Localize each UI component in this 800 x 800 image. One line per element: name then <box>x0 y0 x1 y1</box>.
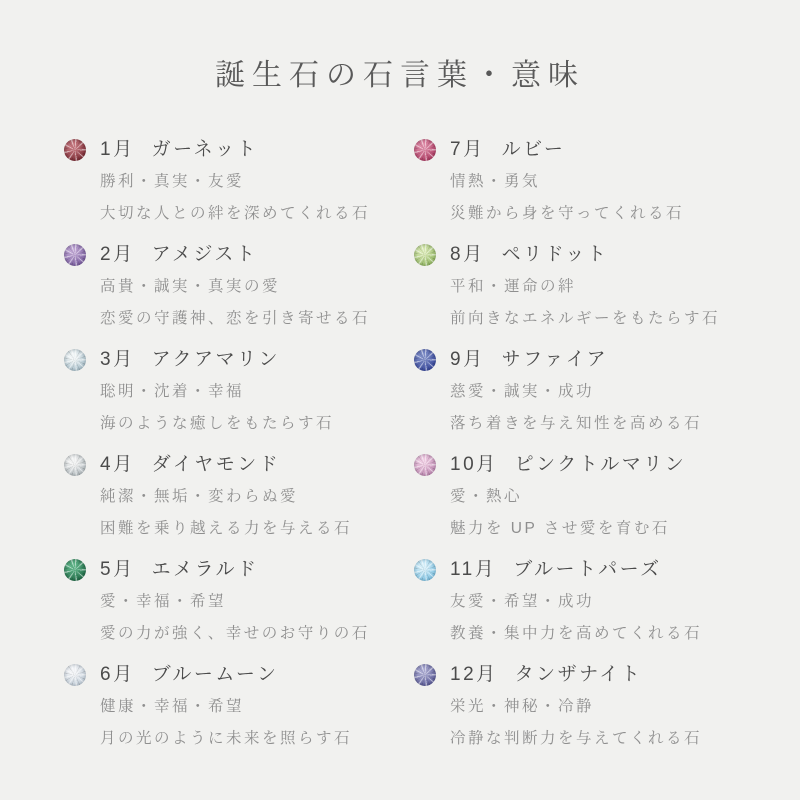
stone-name: ブルームーン <box>151 664 279 685</box>
entry-heading <box>450 243 720 267</box>
stone-name: ピンクトルマリン <box>514 454 687 475</box>
month-entry-january <box>64 138 414 243</box>
month-entry-march <box>64 348 414 453</box>
month-entry-august <box>414 243 764 348</box>
stone-meaning: 勝利・真実・友愛 <box>100 173 245 190</box>
month-label: 11月 <box>450 559 497 580</box>
entry-text <box>100 453 352 545</box>
stone-description: 困難を乗り越える力を与える石 <box>100 520 353 537</box>
stone-description: 災難から身を守ってくれる石 <box>450 205 685 222</box>
blue-moonstone-gem-icon <box>64 664 86 686</box>
columns <box>0 138 800 768</box>
entry-text <box>450 663 702 755</box>
stone-meaning: 愛・幸福・希望 <box>100 593 227 610</box>
entry-heading <box>100 243 370 267</box>
month-entry-june <box>64 663 414 768</box>
page-title: 誕生石の石言葉・意味 <box>215 59 585 92</box>
month-entry-may <box>64 558 414 663</box>
month-label: 7月 <box>450 139 485 160</box>
stone-meaning: 聡明・沈着・幸福 <box>100 383 245 400</box>
right-column <box>414 138 764 768</box>
stone-description: 大切な人との絆を深めてくれる石 <box>100 205 371 222</box>
month-label: 10月 <box>450 454 498 475</box>
stone-description: 愛の力が強く、幸せのお守りの石 <box>100 625 370 642</box>
entry-heading <box>450 453 686 477</box>
entry-text <box>450 138 684 230</box>
entry-heading <box>100 663 352 687</box>
emerald-gem-icon <box>64 559 86 581</box>
month-label: 5月 <box>100 559 135 580</box>
stone-name: アクアマリン <box>151 349 281 370</box>
stone-meaning: 友愛・希望・成功 <box>450 593 595 610</box>
stone-description: 教養・集中力を高めてくれる石 <box>450 625 703 642</box>
aquamarine-gem-icon <box>64 349 86 371</box>
month-label: 9月 <box>450 349 485 370</box>
entry-text <box>450 348 702 440</box>
entry-text <box>450 558 702 650</box>
stone-name: ブルートパーズ <box>513 559 662 580</box>
month-label: 6月 <box>100 664 135 685</box>
stone-name: エメラルド <box>151 559 259 580</box>
tanzanite-gem-icon <box>414 664 436 686</box>
month-entry-december <box>414 663 764 768</box>
month-entry-november <box>414 558 764 663</box>
entry-text <box>100 138 370 230</box>
entry-heading <box>100 348 334 372</box>
entry-text <box>100 558 370 650</box>
stone-name: ダイヤモンド <box>151 454 281 475</box>
stone-description: 冷静な判断力を与えてくれる石 <box>450 730 703 747</box>
entry-heading <box>450 138 684 162</box>
entry-heading <box>100 138 370 162</box>
stone-description: 前向きなエネルギーをもたらす石 <box>450 310 721 327</box>
stone-name: サファイア <box>501 349 609 370</box>
stone-meaning: 高貴・誠実・真実の愛 <box>100 278 281 295</box>
entry-heading <box>450 348 702 372</box>
entry-heading <box>450 663 702 687</box>
left-column <box>64 138 414 768</box>
entry-heading <box>100 558 370 582</box>
sapphire-gem-icon <box>414 349 436 371</box>
entry-text <box>450 453 686 545</box>
stone-description: 月の光のように未来を照らす石 <box>100 730 353 747</box>
stone-name: ガーネット <box>151 139 259 160</box>
stone-description: 魅力を UP させ愛を育む石 <box>450 520 670 537</box>
stone-name: アメジスト <box>151 244 258 265</box>
month-entry-october <box>414 453 764 558</box>
peridot-gem-icon <box>414 244 436 266</box>
month-label: 1月 <box>100 139 135 160</box>
stone-meaning: 愛・熱心 <box>450 488 523 505</box>
stone-meaning: 情熱・勇気 <box>450 173 541 190</box>
month-label: 12月 <box>450 664 498 685</box>
amethyst-gem-icon <box>64 244 86 266</box>
month-entry-april <box>64 453 414 558</box>
entry-text <box>100 243 370 335</box>
entry-text <box>450 243 720 335</box>
stone-meaning: 純潔・無垢・変わらぬ愛 <box>100 488 299 505</box>
entry-heading <box>450 558 702 582</box>
stone-meaning: 慈愛・誠実・成功 <box>450 383 595 400</box>
month-label: 4月 <box>100 454 135 475</box>
stone-name: タンザナイト <box>514 664 643 685</box>
month-label: 2月 <box>100 244 135 265</box>
stone-name: ペリドット <box>501 244 609 265</box>
stone-meaning: 栄光・神秘・冷静 <box>450 698 595 715</box>
month-entry-february <box>64 243 414 348</box>
stone-description: 海のような癒しをもたらす石 <box>100 415 335 432</box>
ruby-gem-icon <box>414 139 436 161</box>
entry-text <box>100 348 334 440</box>
month-entry-september <box>414 348 764 453</box>
stone-description: 落ち着きを与え知性を高める石 <box>450 415 703 432</box>
entry-heading <box>100 453 352 477</box>
stone-name: ルビー <box>501 139 566 160</box>
month-label: 8月 <box>450 244 485 265</box>
entry-text <box>100 663 352 755</box>
pink-tourmaline-gem-icon <box>414 454 436 476</box>
garnet-gem-icon <box>64 139 86 161</box>
stone-meaning: 健康・幸福・希望 <box>100 698 245 715</box>
blue-topaz-gem-icon <box>414 559 436 581</box>
stone-description: 恋愛の守護神、恋を引き寄せる石 <box>100 310 371 327</box>
month-entry-july <box>414 138 764 243</box>
month-label: 3月 <box>100 349 135 370</box>
diamond-gem-icon <box>64 454 86 476</box>
stone-meaning: 平和・運命の絆 <box>450 278 577 295</box>
